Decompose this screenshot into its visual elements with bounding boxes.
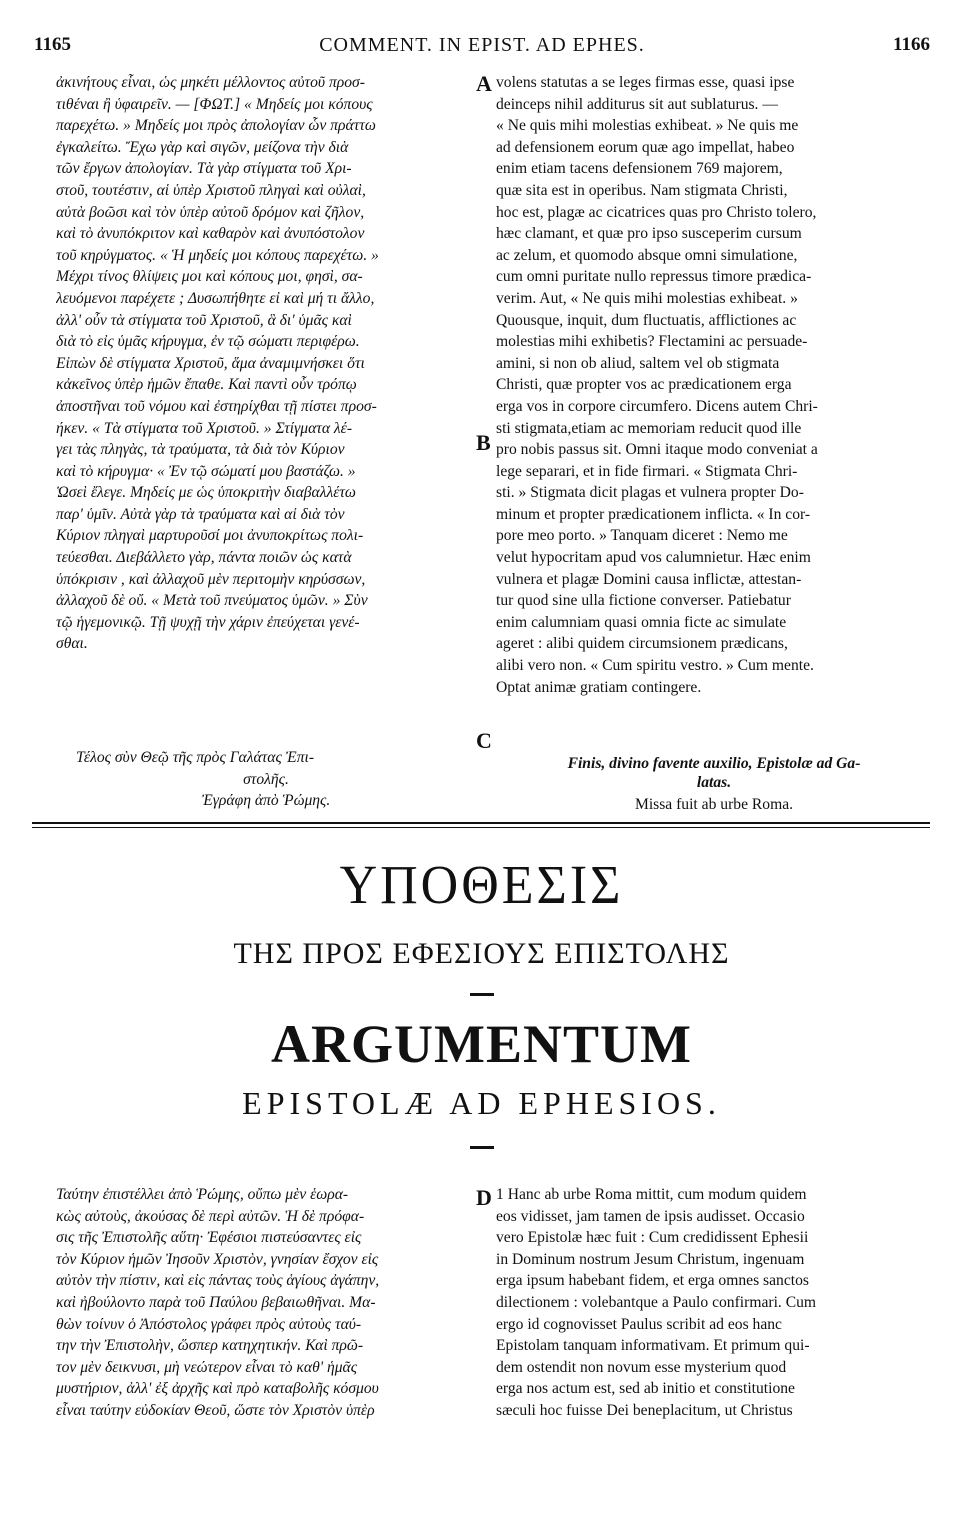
latin-text-line: deinceps nihil additurus sit aut sublaturus. —	[496, 95, 778, 113]
latin-text-line: ergo id cognovisset Paulus scribit ad eos hanc	[496, 1315, 782, 1333]
latin-text-line: Epistolam tanquam informativam. Et primum qui-	[496, 1337, 810, 1355]
greek-text-line: ἀποστῆναι τοῦ νόμου καὶ ἐστηρίχθαι τῇ πίστει προσ-	[56, 397, 377, 415]
greek-text-line: τῷ ἡγεμονικῷ. Τῇ ψυχῇ τὴν χάριν ἐπεύχεται γενέ-	[56, 613, 360, 631]
latin-colophon-line1: Finis, divino favente auxilio, Epistolæ ad Ga-	[567, 755, 861, 772]
latin-text-line: sæculi hoc fuisse Dei beneplacitum, ut Christus	[496, 1401, 793, 1419]
greek-text-line: σις τῆς Ἐπιστολῆς αὕτη· Ἐφέσιοι πιστεύσαντες εἰς	[56, 1229, 362, 1247]
greek-text-line: τοῦ κηρύγματος. « Ἡ μηδείς μοι κόπους παρεχέτω. »	[56, 246, 379, 264]
latin-text-line: volens statutas a se leges firmas esse, quasi ipse	[496, 74, 795, 91]
latin-text-line: alibi vero non. « Cum spiritu vestro. » Cum mente.	[496, 657, 814, 675]
greek-text-line: μυστήριον, ἀλλ' ἐξ ἀρχῆς καὶ πρὸ καταβολῆς κόσμου	[56, 1380, 379, 1398]
latin-text-line: sti. » Stigmata dicit plagas et vulnera propter Do-	[496, 484, 804, 502]
margin-marker-b: B	[476, 430, 491, 455]
greek-text-line: καὶ τὸ ἀνυπόκριτον καὶ καθαρὸν καὶ ἀνυπόστολον	[56, 225, 365, 243]
greek-text-line: παρεχέτω. » Μηδείς μοι πρὸς ἀπολογίαν ὧν πράττω	[56, 117, 376, 135]
greek-text-line: εἶναι ταύτην εὐδοκίαν Θεοῦ, ὥστε τὸν Χριστὸν ὑπὲρ	[56, 1401, 375, 1419]
greek-text-line: ἐγκαλείτω. Ἔχω γὰρ καὶ σιγῶν, μείζονα τὴν διὰ	[56, 138, 349, 156]
greek-text-line: κὼς αὐτοὺς, ἀκούσας δὲ περὶ αὐτῶν. Ἡ δὲ πρόφα-	[56, 1207, 365, 1225]
margin-marker-a: A	[476, 71, 492, 96]
section-rule-top	[32, 822, 930, 824]
greek-text-line: Μέχρι τίνος θλίψεις μοι καὶ κόπους μοι, φησὶ, σα-	[56, 268, 363, 286]
latin-colophon-line3: Missa fuit ab urbe Roma.	[634, 796, 794, 813]
latin-text-line: dilectionem : volebantque a Paulo confirmari. Cum	[496, 1293, 817, 1311]
title-dash-2	[470, 1146, 494, 1149]
greek-text-line: γει τὰς πληγὰς, τὰ τραύματα, τὰ διὰ τὸν Κύριον	[56, 441, 345, 459]
colophon-line: Ἐγράφη ἀπὸ Ῥώμης.	[201, 792, 331, 810]
greek-text-line: καὶ ἠβούλοντο παρὰ τοῦ Παύλου βεβαιωθῆναι. Μα-	[56, 1293, 376, 1311]
greek-colophon	[56, 746, 476, 816]
greek-text-line: τὸν Κύριον ἡμῶν Ἰησοῦν Χριστὸν, γνησίαν ἔσχον εἰς	[56, 1250, 379, 1268]
greek-text-line: καὶ τὸ κήρυγμα· « Ἐν τῷ σώματί μου βαστάζω. »	[56, 462, 356, 480]
page-header	[34, 34, 930, 60]
latin-subtitle: EPISTOLÆ AD EPHESIOS.	[242, 1085, 721, 1121]
latin-text-line: « Ne quis mihi molestias exhibeat. » Ne quis me	[496, 117, 799, 135]
greek-text-line: τεύεσθαι. Διεβάλλετο γὰρ, πάντα ποιῶν ὡς κατὰ	[56, 549, 352, 567]
right-page-number: 1166	[893, 34, 930, 55]
margin-marker-c: C	[476, 728, 492, 753]
latin-text-line: enim etiam tacens defensionem 769 majorem,	[496, 160, 783, 178]
latin-text-line: erga ipsum habebant fidem, et erga omnes sanctos	[496, 1272, 809, 1290]
latin-text-line: molestias mihi exhibetis? Flectamini ac persuade-	[496, 333, 808, 351]
greek-text-line: σθαι.	[56, 635, 88, 653]
latin-text-line: hoc est, plagæ ac cicatrices quas pro Christo tolero,	[496, 203, 817, 221]
greek-text-line: τον μὲν δεικνυσι, μὴ νεώτερον εἶναι τὸ καθ' ἡμᾶς	[56, 1358, 358, 1376]
running-title: COMMENT. IN EPIST. AD EPHES.	[319, 34, 645, 56]
latin-title: ARGUMENTUM	[271, 1014, 692, 1074]
latin-text-line: enim calumniam quasi omnia ficte ac simulate	[496, 613, 787, 631]
latin-text-line: 1 Hanc ab urbe Roma mittit, cum modum quidem	[496, 1186, 807, 1203]
latin-text-line: Christi, quæ propter vos ac prædicationem erga	[496, 376, 792, 394]
latin-text-line: eos vidisset, jam tamen de ipsis audisset. Occasio	[496, 1207, 805, 1225]
latin-text-line: pore meo porto. » Tanquam diceret : Nemo me	[496, 527, 788, 545]
latin-text-line: ageret : alibi quidem circumsionem prædicans,	[496, 635, 788, 653]
section-rule-bottom	[32, 827, 930, 828]
latin-text-line: tur quod sine ulla fictione converser. Patiebatur	[496, 592, 791, 610]
greek-text-line: αὐτὸν τὴν πίστιν, καὶ εἰς πάντας τοὺς ἁγίους ἀγάπην,	[56, 1272, 380, 1290]
latin-colophon-line2: latas.	[696, 774, 732, 791]
greek-text-line: ἀλλ' οὖν τὰ στίγματα τοῦ Χριστοῦ, ἃ δι' ὑμᾶς καὶ	[56, 311, 352, 329]
latin-text-line: erga vos in corpore circumfero. Dicens autem Chri-	[496, 397, 818, 415]
greek-text-line: στοῦ, τουτέστιν, αἱ ὑπὲρ Χριστοῦ πληγαὶ καὶ οὐλαὶ,	[56, 181, 366, 199]
greek-text-line: παρ' ὑμῖν. Αὐτὰ γὰρ τὰ τραύματα καὶ αἱ διὰ τὸν	[56, 505, 345, 523]
latin-text-line: hæc clamant, et quæ pro ipso susceperim cursum	[496, 225, 802, 243]
upper-right-latin-column	[496, 72, 932, 724]
latin-text-line: Optat animæ gratiam contingere.	[496, 678, 702, 696]
greek-text-line: διὰ τὸ εἰς ὑμᾶς κήρυγμα, ἐν τῷ σώματι περιφέρω.	[56, 333, 360, 351]
latin-text-line: sti stigmata,etiam ac memoriam reducit quod ille	[496, 419, 802, 437]
latin-text-line: quæ sita est in operibus. Nam stigmata Christi,	[496, 181, 788, 199]
lower-left-greek-column	[56, 1184, 476, 1428]
greek-text-line: ἀκινήτους εἶναι, ὡς μηκέτι μέλλοντος αὐτοῦ προσ-	[56, 74, 365, 91]
greek-text-line: ἀλλαχοῦ δὲ οὔ. « Μετὰ τοῦ πνεύματος ὑμῶν. » Σὺν	[56, 592, 368, 610]
greek-title: ΥΠΟΘΕΣΙΣ	[339, 855, 624, 916]
greek-text-line: αὐτὰ βοῶσι καὶ τὸν ὑπὲρ αὐτοῦ δρόμον καὶ ζῆλον,	[56, 203, 365, 221]
latin-text-line: velut hypocritam apud vos calumnietur. Hæc enim	[496, 549, 811, 567]
greek-text-line: τῶν ἔργων ἀπολογίαν. Τὰ γὰρ στίγματα τοῦ Χρι-	[56, 160, 352, 178]
greek-text-line: Κύριον πληγαὶ μαρτυροῦσί μοι ἀνυποκρίτως πολι-	[56, 527, 364, 545]
greek-text-line: Εἰπὼν δὲ στίγματα Χριστοῦ, ἅμα ἀναμιμνήσκει ὅτι	[56, 354, 365, 372]
greek-text-line: θὼν τοίνυν ὁ Ἀπόστολος γράφει πρὸς αὐτοὺς ταύ-	[56, 1315, 362, 1333]
greek-text-line: Ὡσεὶ ἔλεγε. Μηδείς με ὡς ὑποκριτὴν διαβαλλέτω	[56, 484, 356, 502]
left-page-number: 1165	[34, 34, 71, 55]
latin-text-line: in Dominum nostrum Jesum Christum, ingenuam	[496, 1250, 805, 1268]
latin-text-line: cum omni puritate nullo repressus timore prædica-	[496, 268, 812, 286]
margin-marker-d: D	[476, 1185, 492, 1210]
greek-text-line: ὑπόκρισιν , καὶ ἀλλαχοῦ μὲν περιτομὴν κηρύσσων,	[56, 570, 366, 588]
latin-text-line: amini, si non ob aliud, saltem vel ob stigmata	[496, 354, 780, 372]
greek-text-line: ήκεν. « Τὰ στίγματα τοῦ Χριστοῦ. » Στίγματα λέ-	[56, 419, 353, 437]
colophon-line: στολῆς.	[243, 770, 289, 788]
latin-text-line: dem ostendit non novum esse mysterium quod	[496, 1358, 787, 1376]
upper-left-greek-column	[56, 72, 476, 692]
latin-text-line: vulnera et plagæ Domini causa inflictæ, attestan-	[496, 570, 802, 588]
latin-text-line: verim. Aut, « Ne quis mihi molestias exhibeat. »	[496, 289, 798, 307]
greek-subtitle: ΤΗΣ ΠΡΟΣ ΕΦΕΣΙΟΥΣ ΕΠΙΣΤΟΛΗΣ	[233, 937, 730, 970]
latin-text-line: minum et propter prædicationem inflicta. « In cor-	[496, 505, 811, 523]
latin-text-line: ad defensionem eorum quæ ago impellat, habeo	[496, 138, 795, 156]
latin-text-line: erga nos actum est, sed ab initio et constitutione	[496, 1380, 795, 1398]
greek-text-line: την τὴν Ἐπιστολὴν, ὥσπερ κατηχητικήν. Καὶ πρῶ-	[56, 1337, 364, 1355]
colophon-line: Τέλος σὺν Θεῷ τῆς πρὸς Γαλάτας Ἐπι-	[76, 749, 315, 766]
greek-text-line: τιθέναι ἢ ὑφαιρεῖν. — [ΦΩΤ.] « Μηδείς μοι κόπους	[56, 95, 373, 113]
latin-text-line: lege separari, et in fide firmari. « Stigmata Chri-	[496, 462, 798, 480]
greek-text-line: λευόμενοι παρέχετε ; Δυσωπήθητε εἰ καὶ μή τι ἄλλο,	[56, 289, 375, 307]
greek-text-line: Ταύτην ἐπιστέλλει ἀπὸ Ῥώμης, οὔπω μὲν ἑωρα-	[56, 1186, 349, 1203]
latin-text-line: Quousque, inquit, dum fluctuatis, afflictiones ac	[496, 311, 797, 329]
lower-right-latin-column	[496, 1184, 932, 1428]
title-dash-1	[470, 993, 494, 996]
latin-text-line: vero Epistolæ hæc fuit : Cum credidissent Ephesii	[496, 1229, 809, 1247]
greek-text-line: κἀκεῖνος ὑπὲρ ἡμῶν ἔπαθε. Καὶ παντὶ οὖν τρόπῳ	[56, 376, 357, 394]
latin-text-line: ac zelum, et quomodo absque omni simulatione,	[496, 246, 798, 264]
latin-text-line: pro nobis passus sit. Omni itaque modo conveniat a	[496, 441, 818, 459]
